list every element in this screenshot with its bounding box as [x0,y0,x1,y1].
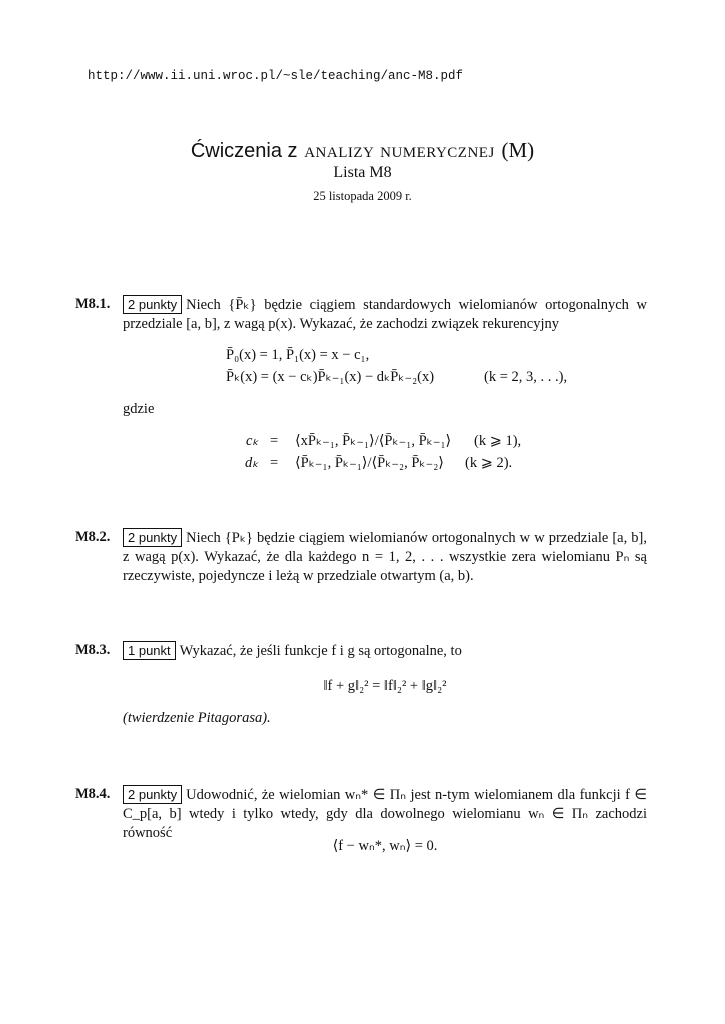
theorem-note: (twierdzenie Pitagorasa). [123,710,271,726]
title-lead: Ćwiczenia z [190,140,298,162]
equation: P̄ₖ(x) = (x − cₖ)P̄ₖ₋₁(x) − dₖP̄ₖ₋₂(x) [226,369,435,385]
list-date: 25 listopada 2009 r. [313,189,412,203]
page-title [0,138,725,163]
exercise-label: M8.3. [75,642,111,658]
exercise-text: Niech {P̄ₖ} będzie ciągiem standardowych wielomianów ortogonalnych w przedziale [a, b], z wagą p(x). Wykazać, że zachodzi związek rekurencyjny [123,297,647,332]
exercise-text: Udowodnić, że wielomian wₙ* ∈ Πₙ jest n-tym wielomianem dla funkcji f ∈ C_p[a, b] wtedy i tylko wtedy, gdy dla dowolnego wielomianu wₙ ∈ Πₙ zachodzi równość [123,787,647,841]
exercise-body [123,785,647,843]
list-subtitle: Lista M8 [333,164,392,181]
equation-sign: = [270,455,279,471]
exercise-label: M8.4. [75,786,111,802]
equation-rhs: ⟨xP̄ₖ₋₁, P̄ₖ₋₁⟩/⟨P̄ₖ₋₁, P̄ₖ₋₁⟩ [295,433,452,449]
equation-condition: (k ⩾ 2). [465,455,513,471]
title-tail: (M) [501,138,535,162]
exercise-body [123,528,647,586]
points-badge: 2 punkty [123,295,182,314]
equation-lhs: cₖ [246,433,259,449]
points-badge: 2 punkty [123,528,182,547]
equation: ⟨f − wₙ*, wₙ⟩ = 0. [332,838,438,854]
gdzie-text: gdzie [123,401,155,417]
title-small-caps: analizy numerycznej [304,138,495,162]
equation-rhs: ⟨P̄ₖ₋₁, P̄ₖ₋₁⟩/⟨P̄ₖ₋₂, P̄ₖ₋₂⟩ [295,455,444,471]
equation-condition: (k ⩾ 1), [474,433,522,449]
exercise-body [123,295,647,334]
source-url: http://www.ii.uni.wroc.pl/~sle/teaching/anc-M8.pdf [88,69,464,83]
points-badge: 2 punkty [123,785,182,804]
equation-lhs: dₖ [245,455,259,471]
points-badge: 1 punkt [123,641,176,660]
equation: P̄₀(x) = 1, P̄₁(x) = x − c₁, [226,347,370,363]
equation: ‖f + g‖₂² = ‖f‖₂² + ‖g‖₂² [323,678,447,694]
exercise-label: M8.2. [75,529,111,545]
exercise-body [123,641,647,661]
equation-condition: (k = 2, 3, . . .), [484,369,568,385]
exercise-text: Wykazać, że jeśli funkcje f i g są ortogonalne, to [179,643,462,659]
exercise-text: Niech {Pₖ} będzie ciągiem wielomianów ortogonalnych w w przedziale [a, b], z wagą p(x). Wykazać, że dla każdego n = 1, 2, . . . wszystkie zera wielomianu Pₙ są rzeczywiste, pojedyncze i leżą w przedziale otwartym (a, b). [123,530,647,584]
equation-sign: = [270,433,279,449]
exercise-label: M8.1. [75,296,111,312]
